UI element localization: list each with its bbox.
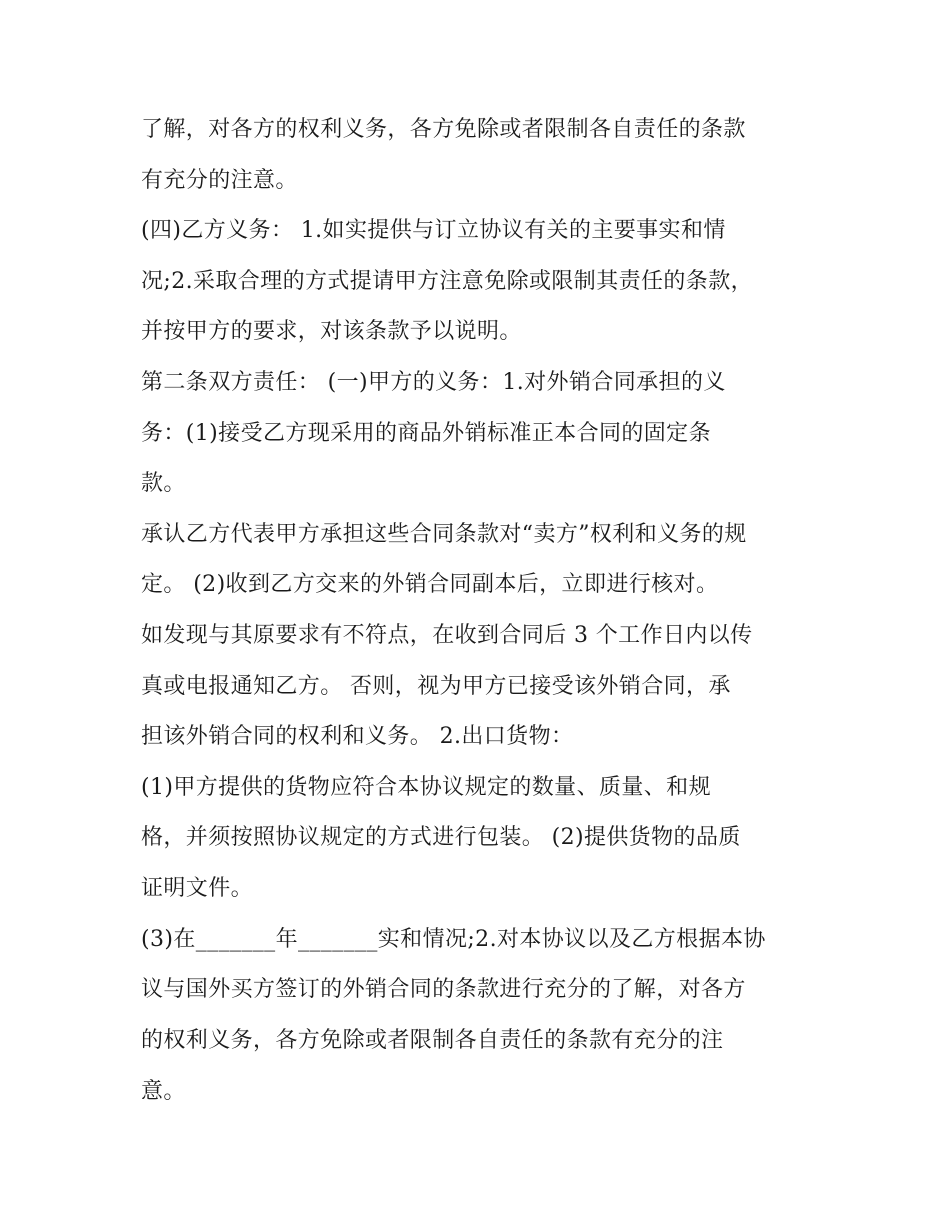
text-line: 定。 (2)收到乙方交来的外销合同副本后，立即进行核对。 bbox=[141, 572, 719, 597]
text-line: 意。 bbox=[141, 1079, 186, 1104]
text-line: (3)在_______年_______实和情况;2.对本协议以及乙方根据本协 bbox=[141, 927, 766, 952]
text-line: 格，并须按照协议规定的方式进行包装。 (2)提供货物的品质 bbox=[141, 825, 741, 850]
text-line: 第二条双方责任： (一)甲方的义务：1.对外销合同承担的义 bbox=[141, 370, 726, 395]
text-line: 担该外销合同的权利和义务。 2.出口货物： bbox=[141, 724, 574, 749]
text-line: 并按甲方的要求，对该条款予以说明。 bbox=[141, 319, 522, 344]
text-line: (四)乙方义务： 1.如实提供与订立协议有关的主要事实和情 bbox=[141, 218, 726, 243]
text-line: 款。 bbox=[141, 471, 186, 496]
text-line: 务：(1)接受乙方现采用的商品外销标准正本合同的固定条 bbox=[141, 421, 711, 446]
text-line: 承认乙方代表甲方承担这些合同条款对“卖方”权利和义务的规 bbox=[141, 522, 747, 547]
text-line: 况;2.采取合理的方式提请甲方注意免除或限制其责任的条款， bbox=[141, 269, 754, 294]
text-line: 了解，对各方的权利义务，各方免除或者限制各自责任的条款 bbox=[141, 117, 746, 142]
text-line: 的权利义务，各方免除或者限制各自责任的条款有充分的注 bbox=[141, 1028, 724, 1053]
text-line: 如发现与其原要求有不符点，在收到合同后 3 个工作日内以传 bbox=[141, 623, 753, 648]
text-line: 真或电报通知乙方。 否则，视为甲方已接受该外销合同，承 bbox=[141, 674, 731, 699]
text-line: 证明文件。 bbox=[141, 876, 254, 901]
text-line: 有充分的注意。 bbox=[141, 168, 298, 193]
text-line: (1)甲方提供的货物应符合本协议规定的数量、质量、和规 bbox=[141, 775, 711, 800]
text-line: 议与国外买方签订的外销合同的条款进行充分的了解，对各方 bbox=[141, 977, 746, 1002]
